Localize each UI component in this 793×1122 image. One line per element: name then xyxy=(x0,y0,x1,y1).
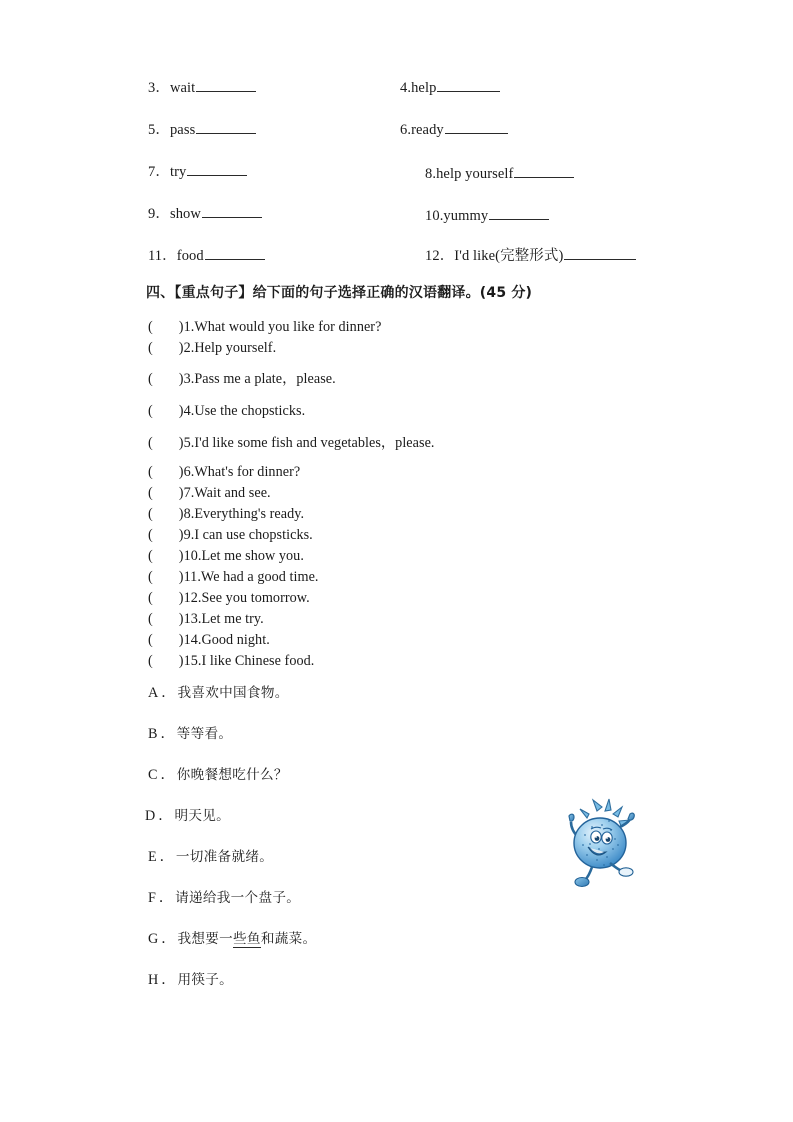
option-letter-d: D xyxy=(145,808,156,824)
option-dot-g: ． xyxy=(161,931,176,947)
word-item-10-label: 10.yummy xyxy=(425,208,489,224)
question-number-2: 2. xyxy=(183,340,195,356)
option-row-f xyxy=(148,889,300,907)
question-text-15: I like Chinese food. xyxy=(201,653,315,669)
question-number-11: 11. xyxy=(183,569,201,585)
answer-bracket-5[interactable]: ( ) xyxy=(148,435,184,451)
question-row-9 xyxy=(148,527,313,544)
answer-bracket-13[interactable]: ( ) xyxy=(148,611,184,627)
word-item-10 xyxy=(425,206,549,225)
question-number-12: 12. xyxy=(183,590,202,606)
question-row-2 xyxy=(148,340,276,357)
word-item-6-blank[interactable] xyxy=(445,120,508,134)
word-item-3-blank[interactable] xyxy=(196,78,256,92)
option-dot-f: ． xyxy=(158,890,174,906)
question-row-4 xyxy=(148,403,305,420)
question-number-1: 1. xyxy=(183,319,195,335)
word-item-11-label: 11．food xyxy=(148,248,204,264)
question-number-7: 7. xyxy=(183,485,195,501)
question-text-2: Help yourself. xyxy=(194,340,277,356)
word-item-9-blank[interactable] xyxy=(202,204,262,218)
question-text-7: Wait and see. xyxy=(194,485,271,501)
question-number-3: 3. xyxy=(183,371,195,387)
word-item-4-blank[interactable] xyxy=(437,78,500,92)
question-number-8: 8. xyxy=(183,506,195,522)
question-row-8 xyxy=(148,506,304,523)
option-text-g: 我想要一些鱼和蔬菜。 xyxy=(177,931,317,947)
word-item-5-blank[interactable] xyxy=(196,120,256,134)
question-text-13: Let me try. xyxy=(201,611,264,627)
option-row-e xyxy=(148,848,273,866)
answer-bracket-3[interactable]: ( ) xyxy=(148,371,184,387)
option-letter-h: H xyxy=(148,972,159,988)
word-item-8 xyxy=(425,164,574,183)
question-row-7 xyxy=(148,485,271,502)
blue-berry-mascot-icon xyxy=(552,797,644,889)
word-item-9-label: 9．show xyxy=(148,206,201,222)
option-letter-g: G xyxy=(148,931,159,947)
question-text-1: What would you like for dinner? xyxy=(194,319,382,335)
question-text-6: What's for dinner? xyxy=(194,464,301,480)
section-heading-text: 四、【重点句子】给下面的句子选择正确的汉语翻译。(45 分) xyxy=(146,285,533,301)
option-text-e: 一切准备就绪。 xyxy=(175,849,274,865)
word-item-11 xyxy=(148,246,265,265)
word-item-12 xyxy=(425,246,636,265)
answer-bracket-8[interactable]: ( ) xyxy=(148,506,184,522)
answer-bracket-2[interactable]: ( ) xyxy=(148,340,184,356)
question-row-6 xyxy=(148,464,300,481)
word-item-11-blank[interactable] xyxy=(205,246,265,260)
question-row-13 xyxy=(148,611,264,628)
question-number-4: 4. xyxy=(183,403,195,419)
word-item-8-label: 8.help yourself xyxy=(425,166,514,182)
answer-bracket-11[interactable]: ( ) xyxy=(148,569,184,585)
question-text-4: Use the chopsticks. xyxy=(194,403,306,419)
option-text-h: 用筷子。 xyxy=(177,972,234,988)
option-dot-a: ． xyxy=(161,685,176,701)
word-item-7-blank[interactable] xyxy=(187,162,247,176)
option-row-b xyxy=(148,725,232,743)
question-number-13: 13. xyxy=(183,611,202,627)
question-number-15: 15. xyxy=(183,653,202,669)
question-row-11 xyxy=(148,569,319,586)
word-item-10-blank[interactable] xyxy=(489,206,549,220)
word-item-6 xyxy=(400,120,508,139)
word-item-4 xyxy=(400,78,500,97)
option-row-d xyxy=(145,807,230,825)
question-text-14: Good night. xyxy=(201,632,270,648)
word-item-4-label: 4.help xyxy=(400,80,437,96)
question-row-1 xyxy=(148,319,381,336)
answer-bracket-1[interactable]: ( ) xyxy=(148,319,184,335)
answer-bracket-4[interactable]: ( ) xyxy=(148,403,184,419)
word-item-9 xyxy=(148,204,262,223)
word-item-6-label: 6.ready xyxy=(400,122,444,138)
answer-bracket-14[interactable]: ( ) xyxy=(148,632,184,648)
option-letter-c: C xyxy=(148,767,158,783)
option-text-b: 等等看。 xyxy=(176,726,233,742)
option-letter-a: A xyxy=(148,685,159,701)
question-text-8: Everything's ready. xyxy=(194,506,305,522)
option-text-f: 请递给我一个盘子。 xyxy=(175,890,301,906)
section-heading xyxy=(146,282,532,302)
option-letter-b: B xyxy=(148,726,158,742)
option-text-d: 明天见。 xyxy=(174,808,231,824)
option-dot-h: ． xyxy=(161,972,176,988)
question-text-11: We had a good time. xyxy=(200,569,319,585)
answer-bracket-6[interactable]: ( ) xyxy=(148,464,184,480)
question-row-14 xyxy=(148,632,270,649)
word-item-5 xyxy=(148,120,256,139)
option-letter-e: E xyxy=(148,849,157,865)
word-item-3-label: 3．wait xyxy=(148,80,196,96)
question-row-15 xyxy=(148,653,314,670)
option-text-c: 你晚餐想吃什么？ xyxy=(176,767,288,783)
question-number-10: 10. xyxy=(183,548,202,564)
answer-bracket-10[interactable]: ( ) xyxy=(148,548,184,564)
option-row-h xyxy=(148,971,233,989)
question-number-6: 6. xyxy=(183,464,195,480)
option-dot-d: ． xyxy=(158,808,173,824)
question-number-5: 5. xyxy=(183,435,195,451)
word-item-5-label: 5．pass xyxy=(148,122,196,138)
question-row-3 xyxy=(148,371,336,388)
option-letter-f: F xyxy=(148,890,156,906)
word-item-12-blank[interactable] xyxy=(564,246,636,260)
question-row-5 xyxy=(148,435,435,452)
option-dot-c: ． xyxy=(160,767,175,783)
option-dot-b: ． xyxy=(160,726,175,742)
question-row-12 xyxy=(148,590,310,607)
question-text-12: See you tomorrow. xyxy=(201,590,310,606)
option-row-c xyxy=(148,766,288,784)
word-item-8-blank[interactable] xyxy=(514,164,574,178)
question-text-5: I'd like some fish and vegetables，please. xyxy=(194,435,435,451)
answer-bracket-9[interactable]: ( ) xyxy=(148,527,184,543)
option-row-a xyxy=(148,684,289,702)
question-text-9: I can use chopsticks. xyxy=(194,527,313,543)
option-text-a: 我喜欢中国食物。 xyxy=(177,685,289,701)
answer-bracket-7[interactable]: ( ) xyxy=(148,485,184,501)
option-dot-e: ． xyxy=(159,849,174,865)
question-number-14: 14. xyxy=(183,632,202,648)
word-item-7-label: 7．try xyxy=(148,164,187,180)
question-row-10 xyxy=(148,548,304,565)
option-row-g xyxy=(148,930,316,948)
question-number-9: 9. xyxy=(183,527,195,543)
word-item-12-label: 12．I'd like(完整形式) xyxy=(425,248,564,264)
question-text-10: Let me show you. xyxy=(201,548,304,564)
answer-bracket-15[interactable]: ( ) xyxy=(148,653,184,669)
word-item-7 xyxy=(148,162,247,181)
question-text-3: Pass me a plate，please. xyxy=(194,371,336,387)
word-item-3 xyxy=(148,78,256,97)
answer-bracket-12[interactable]: ( ) xyxy=(148,590,184,606)
